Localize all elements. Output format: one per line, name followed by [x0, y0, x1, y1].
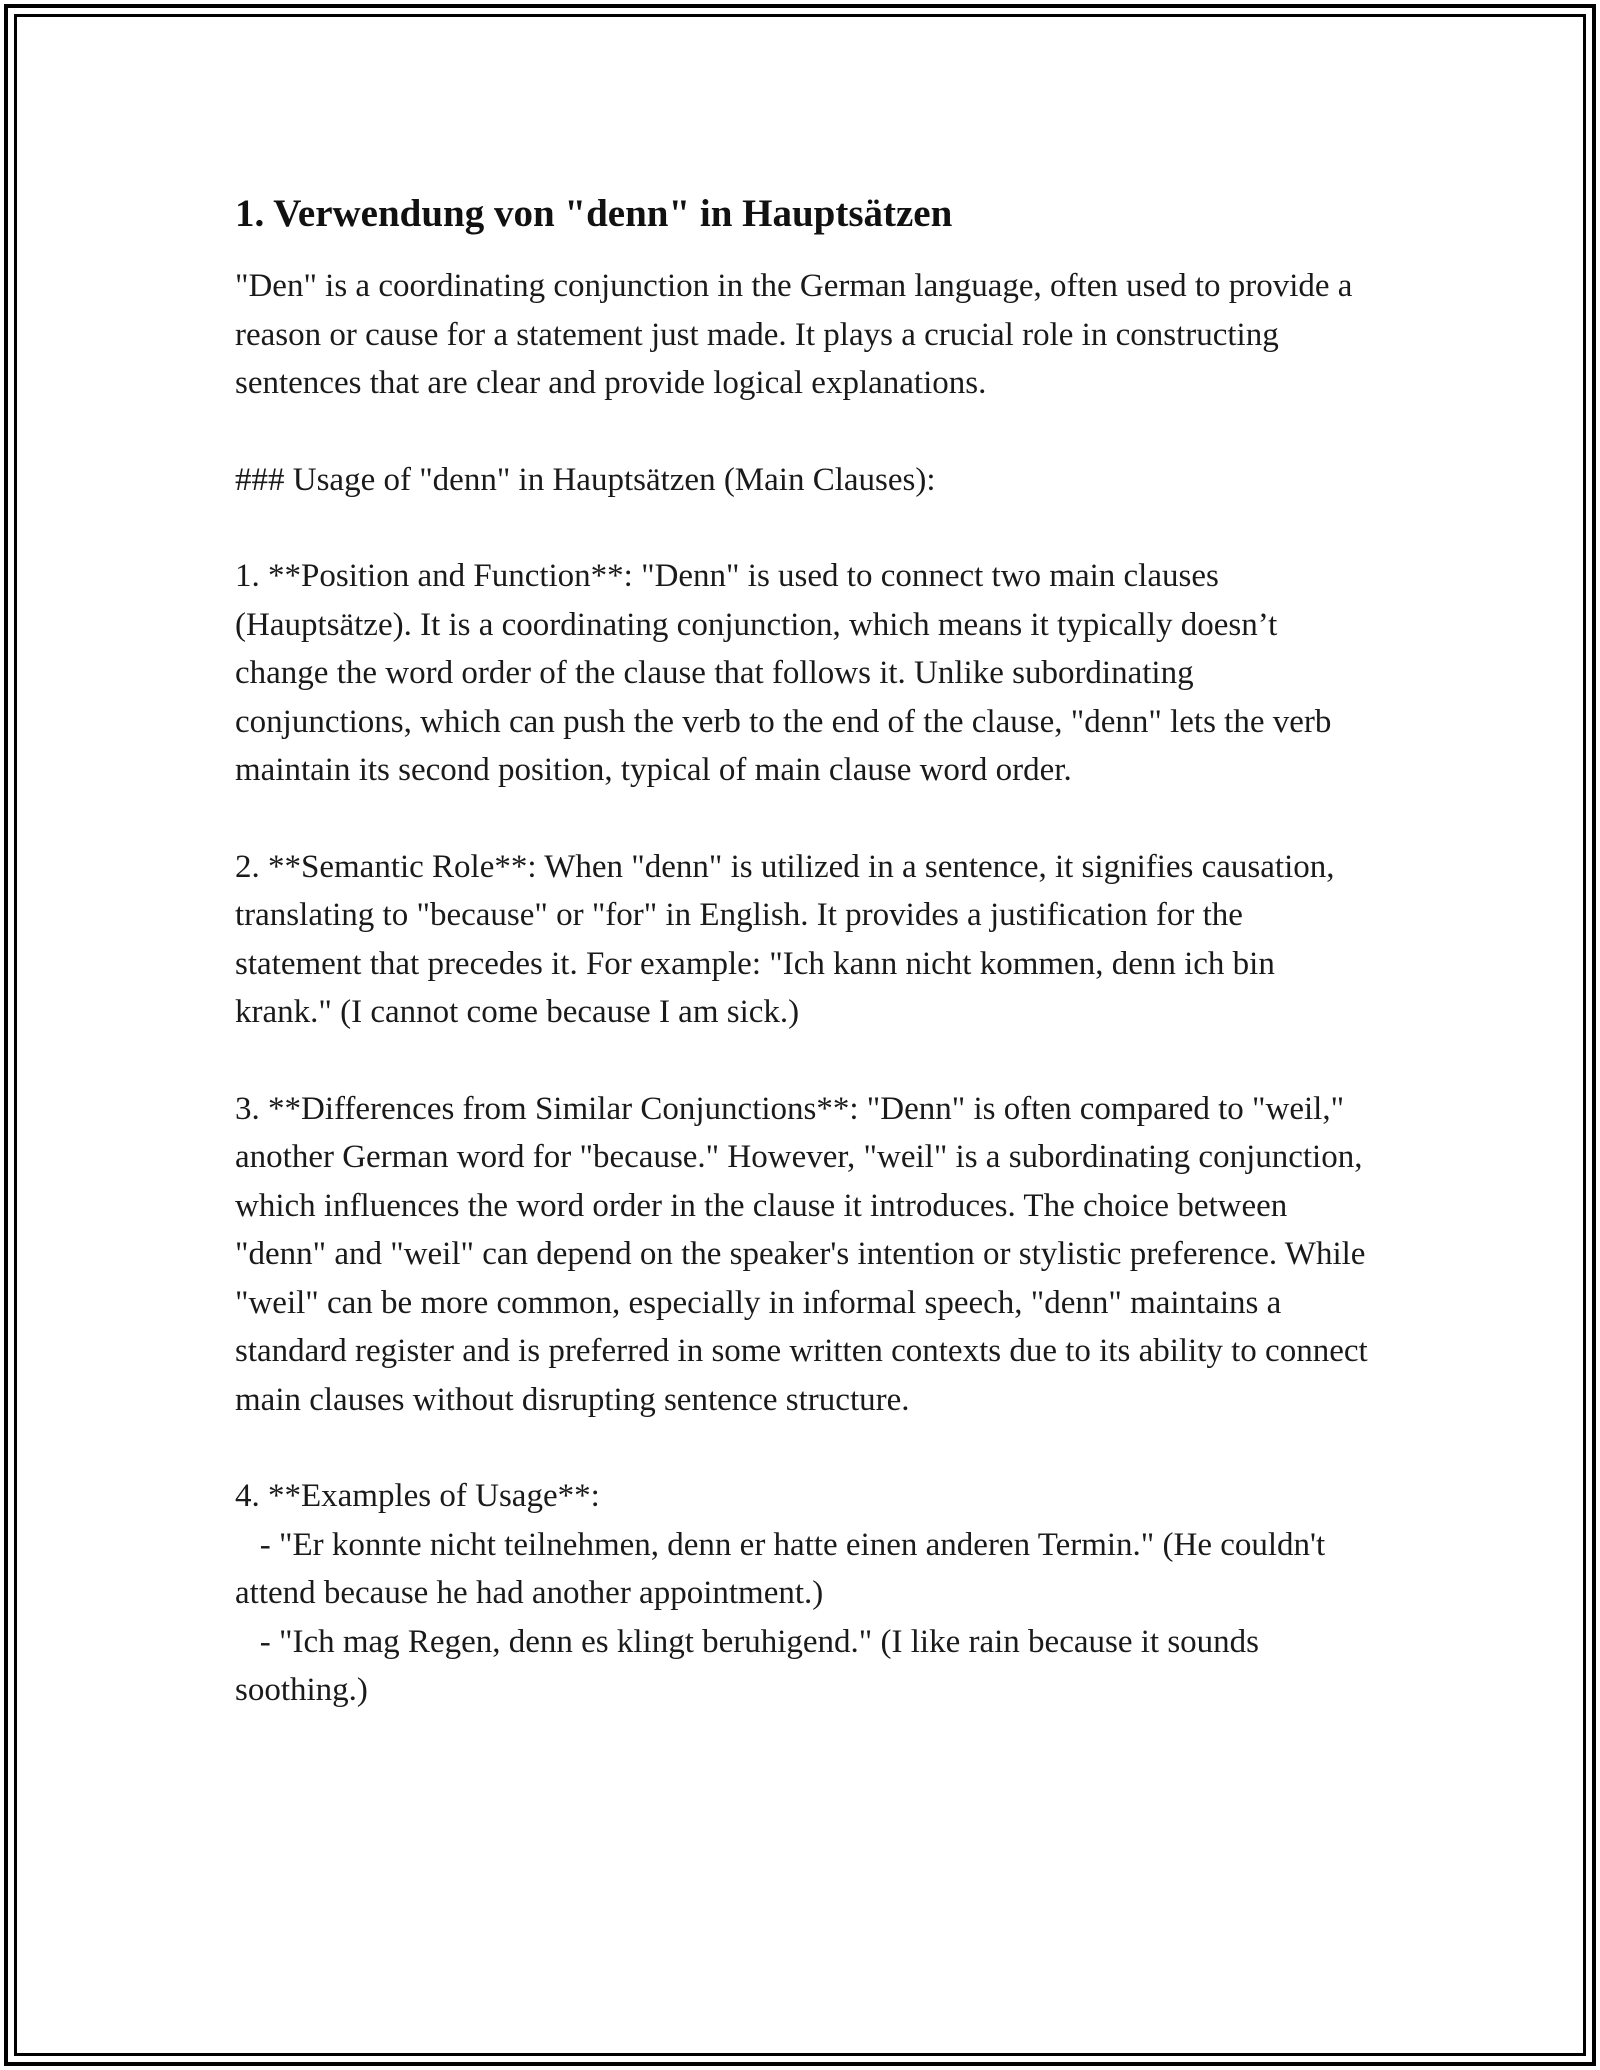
usage-subheading: ### Usage of "denn" in Hauptsätzen (Main Clauses):: [235, 461, 936, 498]
differences-paragraph: 3. **Differences from Similar Conjunctions**: "Denn" is often compared to "weil," another German word for "because." However, "weil" is a subordinating conjunction, which influences the word order in the clause it introduces. The choice between "denn" and "weil" can depend on the speaker's intention or stylistic preference. While "weil" can be more common, especially in informal speech, "denn" maintains a standard register and is preferred in some written contexts due to its ability to connect main clauses without disrupting sentence structure.: [235, 1090, 1376, 1418]
position-function-paragraph: 1. **Position and Function**: "Denn" is used to connect two main clauses (Hauptsätze). It is a coordinating conjunction, which means it typically doesn’t change the word order of the clause that follows it. Unlike subordinating conjunctions, which can push the verb to the end of the clause, "denn" lets the verb maintain its second position, typical of main clause word order.: [235, 558, 1340, 788]
section-heading: 1. Verwendung von "denn" in Hauptsätzen: [235, 192, 953, 235]
examples-paragraph: 4. **Examples of Usage**: - "Er konnte nicht teilnehmen, denn er hatte einen anderen Termin." (He couldn't attend because he had another appointment.) - "Ich mag Regen, denn es klingt beruhigend." (I like rain because it sounds soothing.): [235, 1478, 1326, 1708]
document-body: [235, 186, 1375, 1715]
semantic-role-paragraph: 2. **Semantic Role**: When "denn" is utilized in a sentence, it signifies causation, translating to "because" or "for" in English. It provides a justification for the statement that precedes it. For example: "Ich kann nicht kommen, denn ich bin krank." (I cannot come because I am sick.): [235, 848, 1343, 1030]
intro-paragraph: "Den" is a coordinating conjunction in the German language, often used to provide a reason or cause for a statement just made. It plays a crucial role in constructing sentences that are clear and provide logical explanations.: [235, 268, 1361, 401]
